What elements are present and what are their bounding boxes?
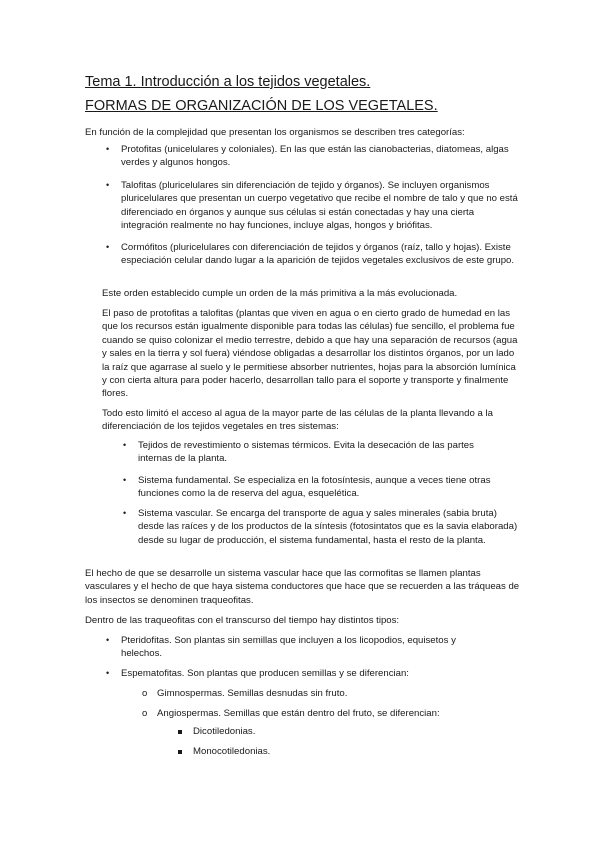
type-espermatofitas: Espematofitas. Son plantas que producen semillas y se diferencian: xyxy=(121,668,409,679)
category-protofitas: Protofitas (unicelulares y coloniales). En las que están las cianobacterias, diatomeas, algas verdes y algunos hongos. xyxy=(121,144,509,169)
bullet-icon: • xyxy=(106,668,110,678)
bullet-icon: • xyxy=(106,180,110,190)
system-vascular: Sistema vascular. Se encarga del transporte de agua y sales minerales (sabia bruta) desde las raíces y de los productos de la síntesis (fotosintatos que es la savia elaborada) desde su lugar de producción, el sistema fundamental, hasta el resto de la planta. xyxy=(138,508,518,546)
circle-bullet-icon: o xyxy=(142,708,148,719)
square-bullet-icon xyxy=(178,730,182,734)
group-monocotiledonias: Monocotiledonias. xyxy=(193,746,271,757)
group-gimnospermas: Gimnospermas. Semillas desnudas sin fruto. xyxy=(157,688,348,699)
intro-paragraph: En función de la complejidad que presentan los organismos se describen tres categorías: xyxy=(85,127,465,138)
paragraph-systems-intro: Todo esto limitó el acceso al agua de la mayor parte de las células de la planta llevando a la diferenciación de los tejidos vegetales en tres sistemas: xyxy=(102,408,493,433)
order-note: Este orden establecido cumple un orden de la más primitiva a la más evolucionada. xyxy=(102,288,458,299)
system-revestimiento: Tejidos de revestimiento o sistemas térmicos. Evita la desecación de las partes internas de la planta. xyxy=(138,440,474,465)
page-title: Tema 1. Introducción a los tejidos vegetales. xyxy=(85,74,371,90)
group-angiospermas: Angiospermas. Semillas que están dentro del fruto, se diferencian: xyxy=(157,708,440,719)
bullet-icon: • xyxy=(123,475,127,485)
category-talofitas: Talofitas (pluricelulares sin diferenciación de tejido y órganos). Se incluyen organismos pluricelulares que presentan un cuerpo vegetativo que recibe el nombre de talo y que no está diferenciado en órganos y aunque sus células si están conectadas y hay una cierta integración realmente no hay funciones, incluye algas, hongos y briófitas. xyxy=(121,180,518,232)
bullet-icon: • xyxy=(123,440,127,450)
bullet-icon: • xyxy=(106,144,110,154)
group-dicotiledonias: Dicotiledonias. xyxy=(193,726,256,737)
type-pteridofitas: Pteridofitas. Son plantas sin semillas que incluyen a los licopodios, equisetos y helechos. xyxy=(121,635,456,660)
bullet-icon: • xyxy=(123,508,127,518)
section-heading: FORMAS DE ORGANIZACIÓN DE LOS VEGETALES. xyxy=(85,98,438,114)
square-bullet-icon xyxy=(178,750,182,754)
system-fundamental: Sistema fundamental. Se especializa en la fotosíntesis, aunque a veces tiene otras funciones como la de reserva del agua, esquelética. xyxy=(138,475,491,500)
bullet-icon: • xyxy=(106,635,110,645)
paragraph-types-intro: Dentro de las traqueofitas con el transcurso del tiempo hay distintos tipos: xyxy=(85,615,400,626)
circle-bullet-icon: o xyxy=(142,688,148,699)
category-cormofitos: Cormófitos (pluricelulares con diferenciación de tejidos y órganos (raíz, tallo y hojas). Existe especiación celular dando lugar a la aparición de tejidos vegetales exclusivos de este grupo. xyxy=(121,242,515,267)
bullet-icon: • xyxy=(106,242,110,252)
paragraph-vascular: El hecho de que se desarrolle un sistema vascular hace que las cormofitas se llamen plantas vasculares y el hecho de que haya sistema conductores que hace que se recuerden a las tráqueas de los insectos se denominen traqueofitas. xyxy=(85,568,520,606)
paragraph-transition: El paso de protofitas a talofitas (plantas que viven en agua o en cierto grado de humedad en las que los recursos están igualmente disponible para todas las células) fue sencillo, el problema fue cuando se quiso colonizar el medio terrestre, debido a que hay una separación de recursos (agua y sales en la tierra y sol fuera) viéndose obligadas a desarrollar los distintos órganos, por un lado la raíz que agarrase al suelo y le permitiese absorber nutrientes, hojas para la absorción lumínica y con cierta altura para poder hacerlo, desarrollan tallo para el soporte y transporte y finalmente flores. xyxy=(102,308,518,400)
